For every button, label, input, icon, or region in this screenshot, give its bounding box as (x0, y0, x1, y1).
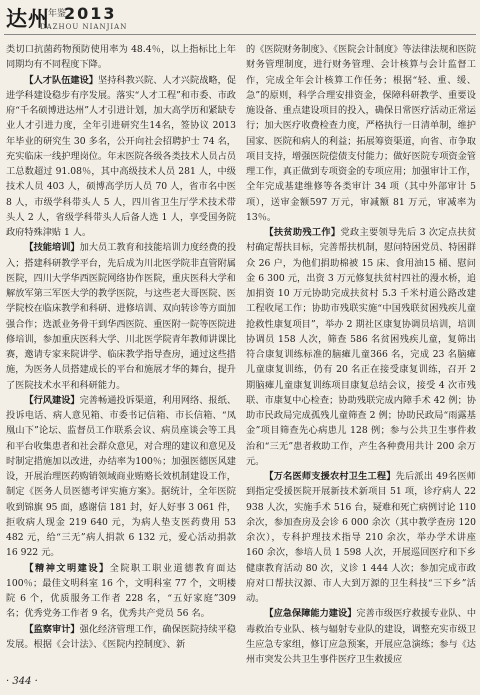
section-emergency (246, 606, 476, 667)
section-body: 先后派出 49名医师到指定受援医院开展新技术新项目 51 项，诊疗病人 22 938 人次，实施手术 516 台，疑难和死亡病例讨论 110 余次，参加查房及会诊 6 000 余次（其中教学查房 120 余次），专科护理技术指导 210 余次，举办学术讲座 160 余次，参培人员 1 598 人次，开展巡回医疗和下乡健康教育活动 80 次，义诊 1 444 人次；参加完成市政府对口帮扶汉源、市人大到万源的卫生科技“三下乡”活动。 (246, 471, 476, 604)
section-body: 强化经济管理工作，确保医院持续平稳发展。根据《会计法》、《医院内控制度》、新 (6, 623, 237, 650)
paragraph-antibiotics: 类切口抗菌药物预防使用率为 48.4％，以上指标比上年同期均有不同程度下降。 (6, 44, 236, 71)
section-title: 【技能培训】 (24, 242, 80, 254)
section-conduct (6, 393, 236, 561)
yearbook-title: 达州 (6, 7, 50, 31)
section-title: 【行风建设】 (24, 394, 80, 406)
right-column (246, 42, 476, 667)
section-body: 党政主要领导先后 3 次定点扶贫村确定帮扶目标，完善帮扶机制，慰问特困党员、特困群众 26 户，为他们捐助棉被 15 床、食用油15 桶、慰问金 6 300 元，出资 3 万元修复扶贫村四社的漫水桥，追加捐资 10 万元协助完成扶贫村 5.3 千米村道公路改建工程收尾工作；协助市残联实施“中国残联贫困残疾儿童抢救性康复项目”，举办 2 期社区康复协调员培训，培训协调员 158 人次，筛查 586 名贫困残疾儿童，复筛出符合康复训练标准的脑瘫儿童366 名，完成 23 名脑瘫儿童康复训练，仍有 20 名正在接受康复训练，召开 2 期脑瘫儿童康复训练项目康复总结会议，接受 4 次市残联、市康复中心检查；协助残联完成内障手术 42 例；协助市民政局完成孤残儿童筛查 2 例；协助民政局“雨露基金”项目筛查先心病患儿 128 例；参与公共卫生事件救治和“三无”患者救助工作，产生各种费用共计 200 余万元。 (246, 227, 477, 467)
section-body: 全院职工职业道德教育面达100％；最佳文明科室 16 个，文明科室 77 个，文明楼院 6 个，优质服务工作者 228 名，“五好家庭”309 名；优秀党务工作者 9 名，优秀共产党员 56 名。 (6, 562, 237, 620)
yearbook-year: 2013 (64, 4, 117, 23)
section-rural-support (246, 469, 476, 606)
section-title: 【精神文明建设】 (24, 562, 110, 574)
section-poverty-aid (246, 225, 476, 469)
page-number: · 344 · (6, 676, 38, 687)
section-title: 【人才队伍建设】 (24, 74, 98, 86)
section-civilization (6, 561, 236, 622)
yearbook-subtitle: 年鉴 (48, 9, 67, 19)
section-body: 完善市级医疗救援专业队、中毒救治专业队、核与辐射专业队的建设，调整充实市级卫生应急专家组，修订应急预案，开展应急演练；参与《达州市突发公共卫生事件医疗卫生救援应 (246, 608, 477, 665)
section-audit (6, 622, 236, 653)
paragraph-finance: 的《医院财务制度》、《医院会计制度》等法律法规和医院财务管理制度，进行财务管理、会计核算与会计监督工作，完成全年会计核算工作任务；根据“轻、重、缓、急”的原则，科学合理安排资金，保障科研教学、重要设施设备、重点建设项目的投入，确保日常医疗活动正常运行；加大医疗收费检查力度，严格执行一日清单制，维护国家、医院和病人的利益；拓展筹资渠道，向省、市争取项目支持，增强医院偿债支付能力；做好医院专项资金管理工作，真正做到专项资金的专项应用；加强审计工作，全年完成基建维修等各类审计 34 项（其中外部审计 5 项），送审金额597 万元，审减额 81 万元，审减率为 13％。 (246, 44, 476, 223)
section-talent (6, 73, 236, 241)
section-training (6, 240, 236, 393)
section-title: 【应急保障能力建设】 (264, 608, 357, 620)
section-body: 完善畅通投诉渠道，利用网络、报纸、投诉电话、病人意见箱、市委书记信箱、市长信箱、“凤凰山下”论坛、监督员工作联系会议、病员座谈会等工具和平台收集患者和社会群众意见，对合理的建议和意见及时制定措施加以改进，办结率为100％；加强医德医风建设，开展治理医药购销领域商业贿赂长效机制建设工作，制定《医务人员医德考评实施方案》。据统计，全年医院收到锦旗 95 面，感谢信 181 封，好人好事 3 061 件，拒收病人现金 219 640 元，为病人垫支医药费用 53 482 元，给“三无”病人捐款 6 132 元，爱心活动捐款 16 922 元。 (6, 394, 237, 559)
yearbook-pinyin: DAZHOU NIANJIAN (40, 23, 128, 31)
page-header (0, 0, 480, 38)
left-column (6, 42, 236, 652)
section-body: 加大员工教育和技能培训力度经费的投入；搭建科研教学平台，先后成为川北医学院非直管附属医院，四川大学华西医院网络协作医院，重庆医科大学和解放军第三军医大学的教学医院，与这些老大哥医院、医学院校在临床教学和科研、进修培训、双向转诊等方面加强合作；选派业务骨干到华西医院、重医附一院等医院进修培训，参加重庆医科大学、川北医学院青年教师讲课比赛，邀请专家来院讲学、临床教学指导查房，通过这些措施，为医务人员搭建成长的平台和施展才华的舞台，提升了医院技术水平和科研能力。 (6, 242, 237, 391)
section-title: 【监察审计】 (24, 623, 80, 635)
section-title: 【扶贫助残工作】 (264, 227, 341, 238)
header-rule (4, 34, 476, 35)
section-body: 坚持科教兴院、人才兴院战略，促进学科建设稳步有序发展。落实“人才工程”和市委、市政府“千名硕博进达州”人才引进计划，加大高学历和紧缺专业人才引进力度，全年引进研究生14名，签协议 2013 年毕业的研究生 30 多名，公开向社会招聘护士 74 名，充实临床一线护理岗位。年末医院各级各类技术人员占员工总数超过 91.08％，其中高级技术人员 281 人，中级技术人员 403 人，硕博高学历人员 70 人，省市名中医 8 人，市级学科带头人 5 人，四川省卫生厅学术技术带头人 2 人，省级学科带头人后备人选 1 人，享受国务院政府特殊津贴 1 人。 (6, 74, 237, 238)
section-title: 【万名医师支援农村卫生工程】 (264, 471, 396, 482)
